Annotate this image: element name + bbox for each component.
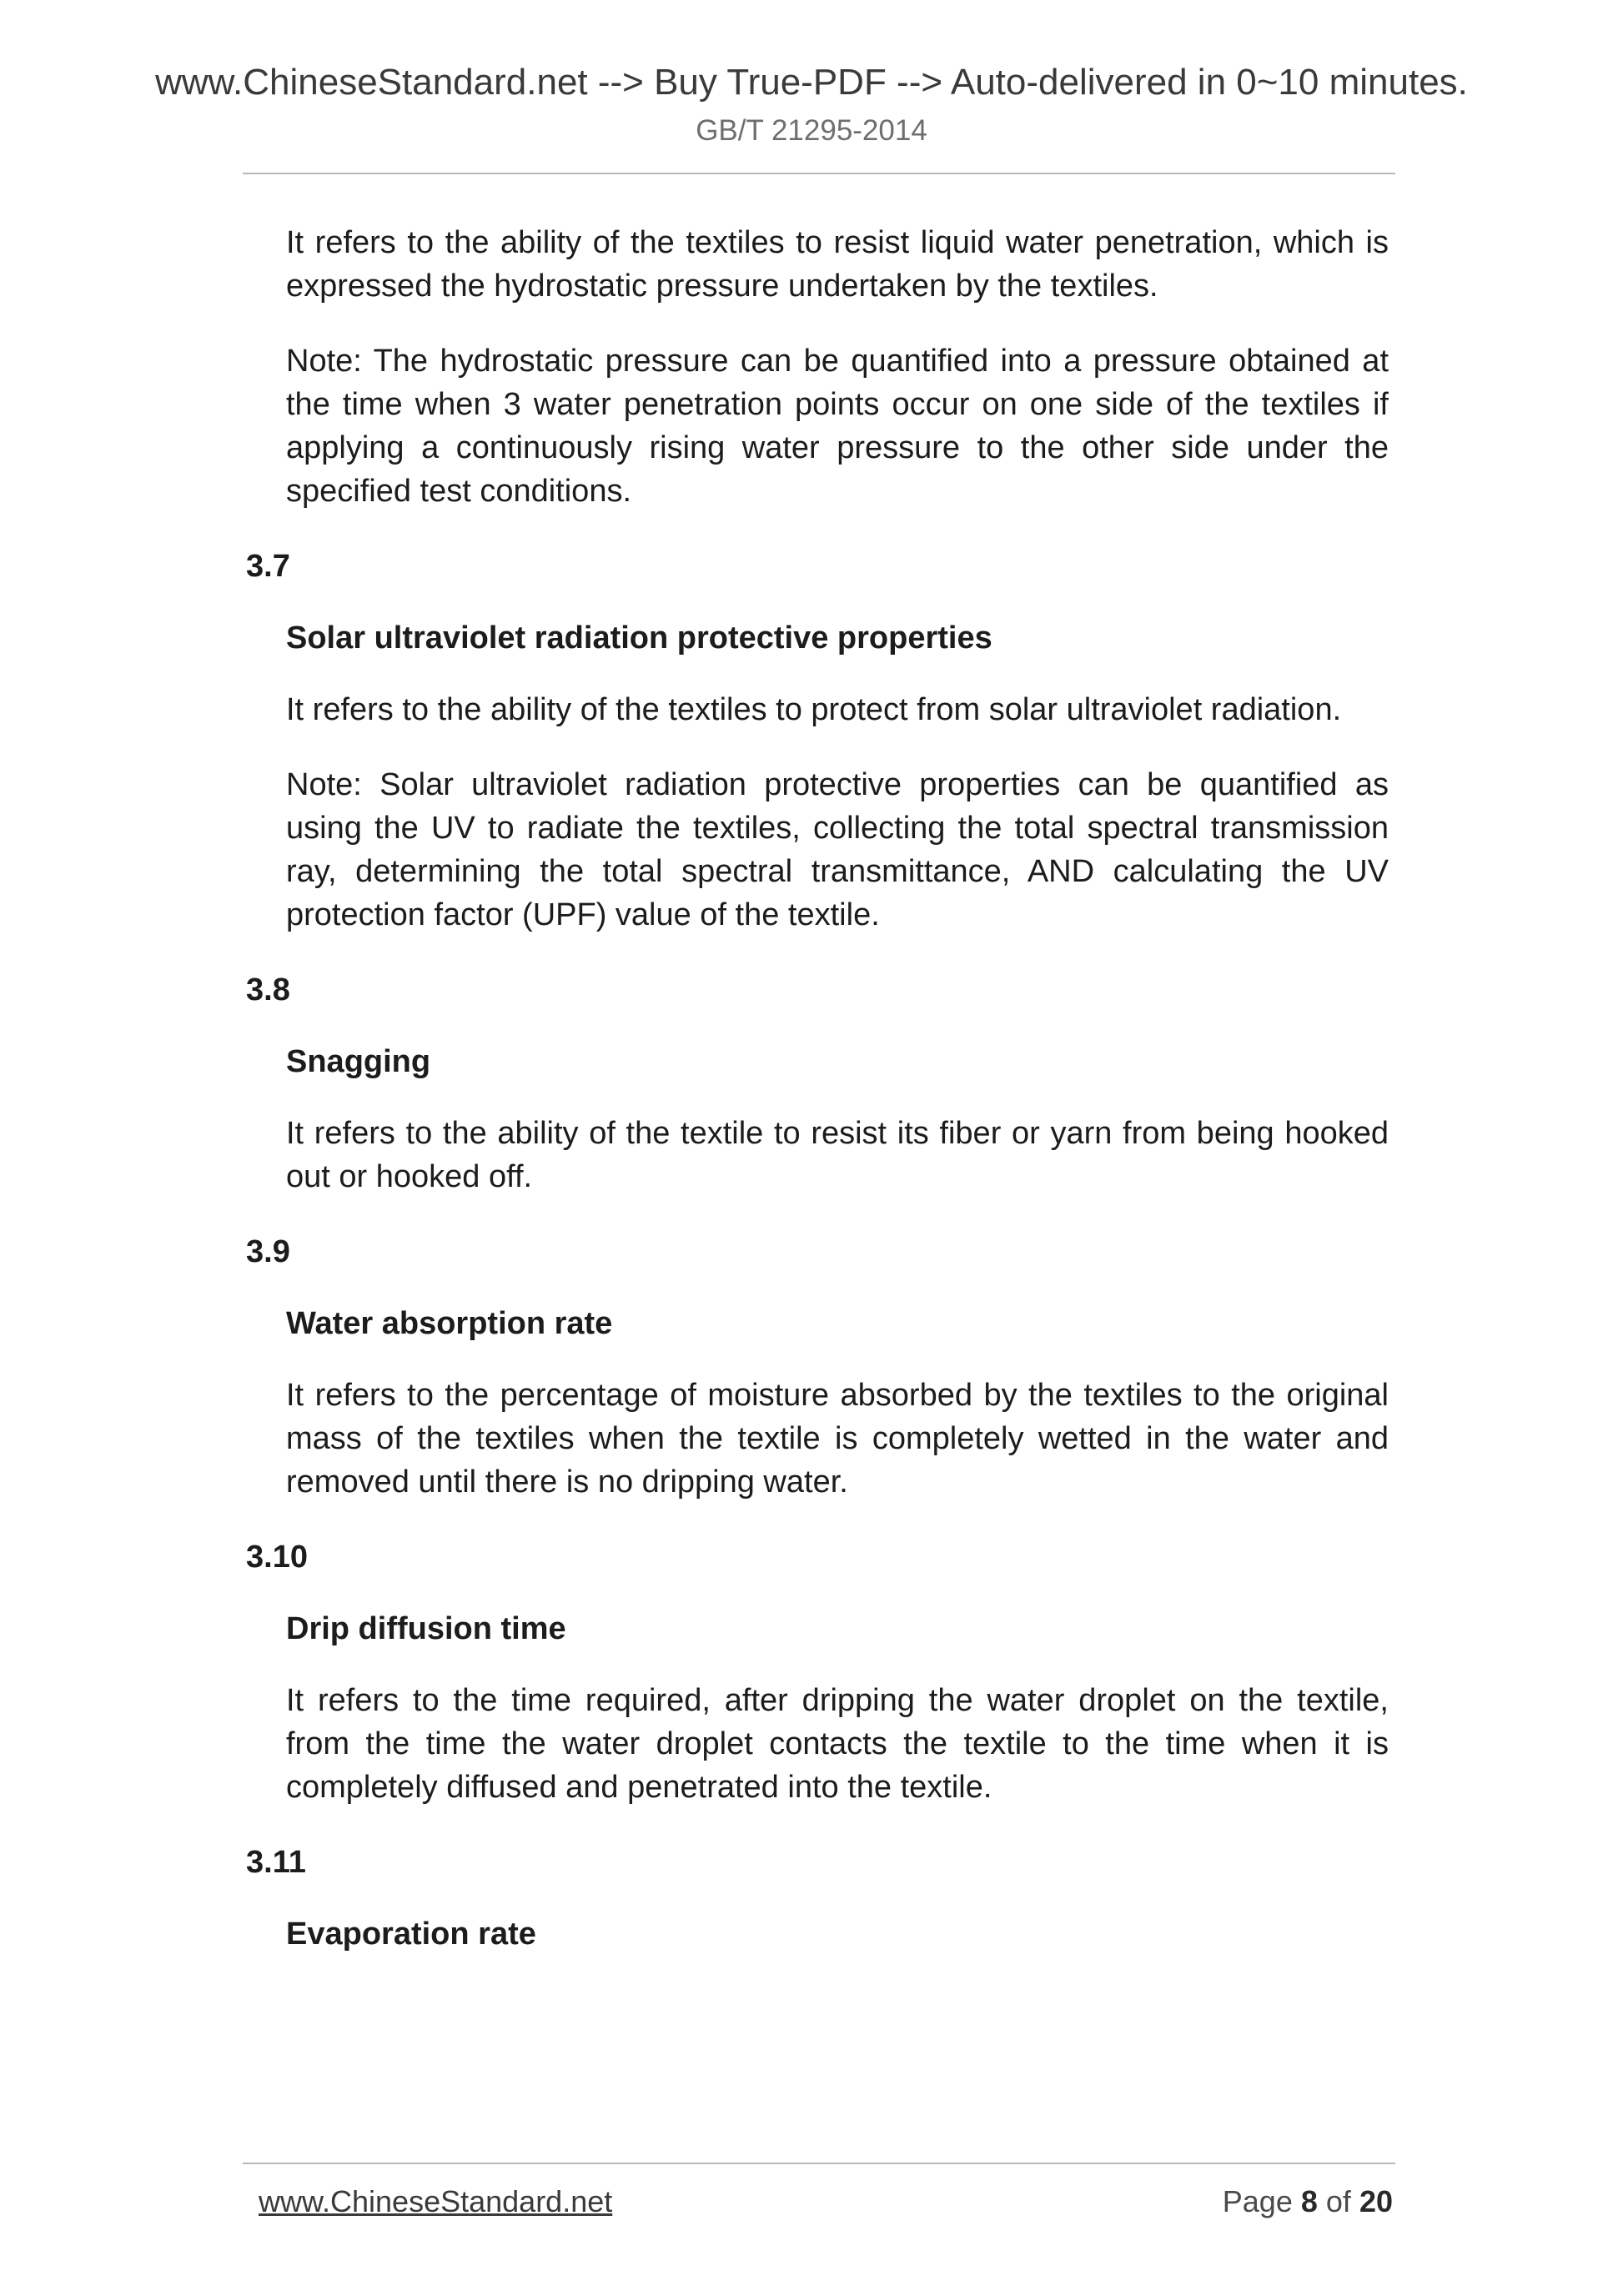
definition-text: It refers to the ability of the textiles to protect from solar ultraviolet radiation. [286,692,1342,727]
page-footer [259,2181,1393,2223]
term-title: Solar ultraviolet radiation protective properties [286,620,992,656]
note-text: Note: Solar ultraviolet radiation protective properties can be quantified as using the UV to radiate the textiles, collecting the total spectral transmission ray, determining the total spectral transmittance, AND calculating the UV protection factor (UPF) value of the textile. [286,767,1389,932]
term-title: Evaporation rate [286,1917,536,1952]
page-header [0,60,1623,148]
total-pages-number: 20 [1359,2184,1393,2218]
term-title: Water absorption rate [286,1306,613,1341]
header-divider [243,173,1395,174]
term-title: Drip diffusion time [286,1611,566,1646]
definition-text: It refers to the time required, after dripping the water droplet on the textile, from the time the water droplet contacts the textile to the time when it is completely diffused and penetrated into the textile. [286,1683,1389,1805]
website-link[interactable]: www.ChineseStandard.net [259,2184,613,2218]
current-page-number: 8 [1300,2184,1318,2218]
term-title: Snagging [286,1044,431,1079]
header-banner: www.ChineseStandard.net --> Buy True-PDF --> Auto-delivered in 0~10 minutes. [155,62,1468,103]
definition-text: It refers to the percentage of moisture absorbed by the textiles to the original mass of the textiles when the textile is completely wetted in the water and removed until there is no dripping water. [286,1378,1389,1500]
of-label: of [1325,2184,1351,2218]
clause-number: 3.11 [246,1845,306,1880]
clause-number: 3.10 [246,1540,308,1575]
page-indicator [1223,2181,1393,2223]
clause-number: 3.8 [246,972,290,1007]
document-body [246,221,1389,1984]
clause-number: 3.7 [246,549,290,584]
definition-text: It refers to the ability of the textile to resist its fiber or yarn from being hooked out or hooked off. [286,1116,1389,1194]
clause-number: 3.9 [246,1234,290,1269]
definition-text: It refers to the ability of the textiles to resist liquid water penetration, which is expressed the hydrostatic pressure undertaken by the textiles. [286,225,1389,304]
page-label: Page [1222,2184,1293,2218]
standard-code: GB/T 21295-2014 [696,114,927,147]
footer-divider [243,2163,1395,2164]
note-text: Note: The hydrostatic pressure can be quantified into a pressure obtained at the time when 3 water penetration points occur on one side of the textiles if applying a continuously rising water pressure to the other side under the specified test conditions. [286,344,1389,509]
